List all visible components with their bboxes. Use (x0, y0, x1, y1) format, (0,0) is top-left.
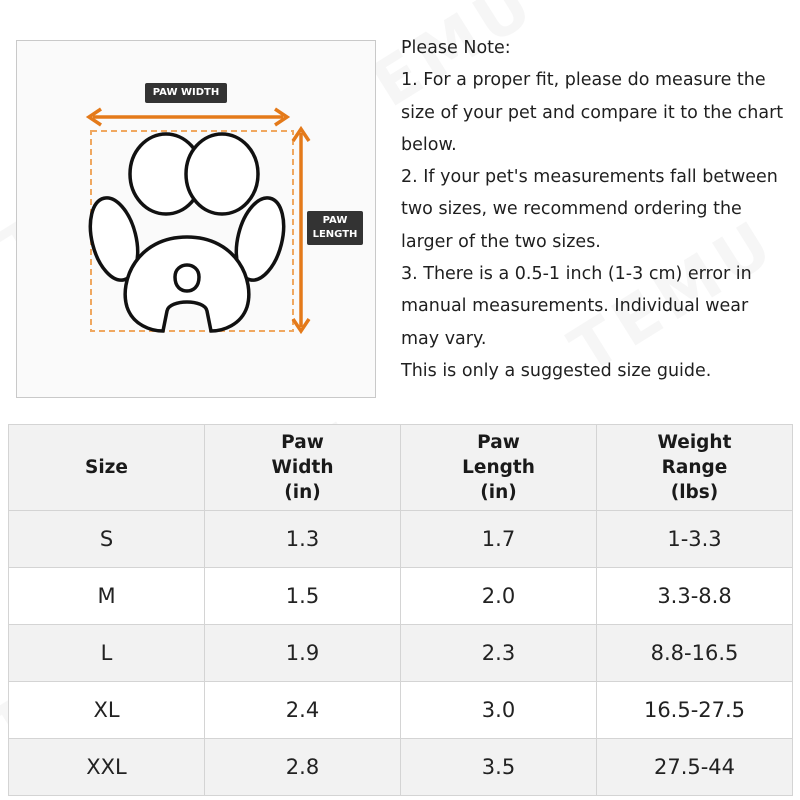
header-weight-range: Weight Range (lbs) (597, 425, 793, 511)
header-paw-length: Paw Length (in) (401, 425, 597, 511)
cell-paw-width: 1.9 (205, 625, 401, 682)
cell-weight-range: 8.8-16.5 (597, 625, 793, 682)
header-paw-width: Paw Width (in) (205, 425, 401, 511)
cell-weight-range: 1-3.3 (597, 511, 793, 568)
cell-size: M (9, 568, 205, 625)
cell-paw-length: 2.0 (401, 568, 597, 625)
cell-size: XXL (9, 739, 205, 796)
note-line: may vary. (401, 328, 487, 349)
cell-size: S (9, 511, 205, 568)
paw-width-label: PAW WIDTH (145, 83, 227, 103)
note-line: larger of the two sizes. (401, 231, 601, 252)
cell-paw-length: 3.5 (401, 739, 597, 796)
cell-weight-range: 27.5-44 (597, 739, 793, 796)
note-line: below. (401, 134, 457, 155)
note-line: 3. There is a 0.5-1 inch (1-3 cm) error in (401, 264, 752, 285)
note-line: 1. For a proper fit, please do measure the (401, 70, 766, 91)
table-row (9, 739, 793, 796)
note-line: size of your pet and compare it to the chart (401, 102, 784, 123)
size-chart-table (8, 424, 793, 796)
width-arrow-icon (89, 109, 287, 125)
note-line: Please Note: (401, 38, 511, 58)
paw-length-label: PAW LENGTH (307, 211, 363, 245)
table-row (9, 511, 793, 568)
note-line: two sizes, we recommend ordering the (401, 199, 742, 220)
note-line: manual measurements. Individual wear (401, 296, 749, 317)
cell-paw-width: 1.5 (205, 568, 401, 625)
cell-size: XL (9, 682, 205, 739)
table-header-row (9, 425, 793, 511)
paw-print-icon (82, 134, 291, 331)
header-size: Size (9, 425, 205, 511)
note-line: 2. If your pet's measurements fall between (401, 167, 778, 188)
cell-paw-width: 2.4 (205, 682, 401, 739)
cell-size: L (9, 625, 205, 682)
table-row (9, 682, 793, 739)
table-row (9, 625, 793, 682)
cell-paw-length: 1.7 (401, 511, 597, 568)
table-row (9, 568, 793, 625)
note-line: This is only a suggested size guide. (401, 360, 712, 381)
cell-paw-width: 1.3 (205, 511, 401, 568)
cell-paw-length: 3.0 (401, 682, 597, 739)
cell-paw-length: 2.3 (401, 625, 597, 682)
paw-measurement-diagram (16, 40, 376, 398)
cell-weight-range: 16.5-27.5 (597, 682, 793, 739)
cell-paw-width: 2.8 (205, 739, 401, 796)
size-notes (401, 32, 793, 387)
cell-weight-range: 3.3-8.8 (597, 568, 793, 625)
